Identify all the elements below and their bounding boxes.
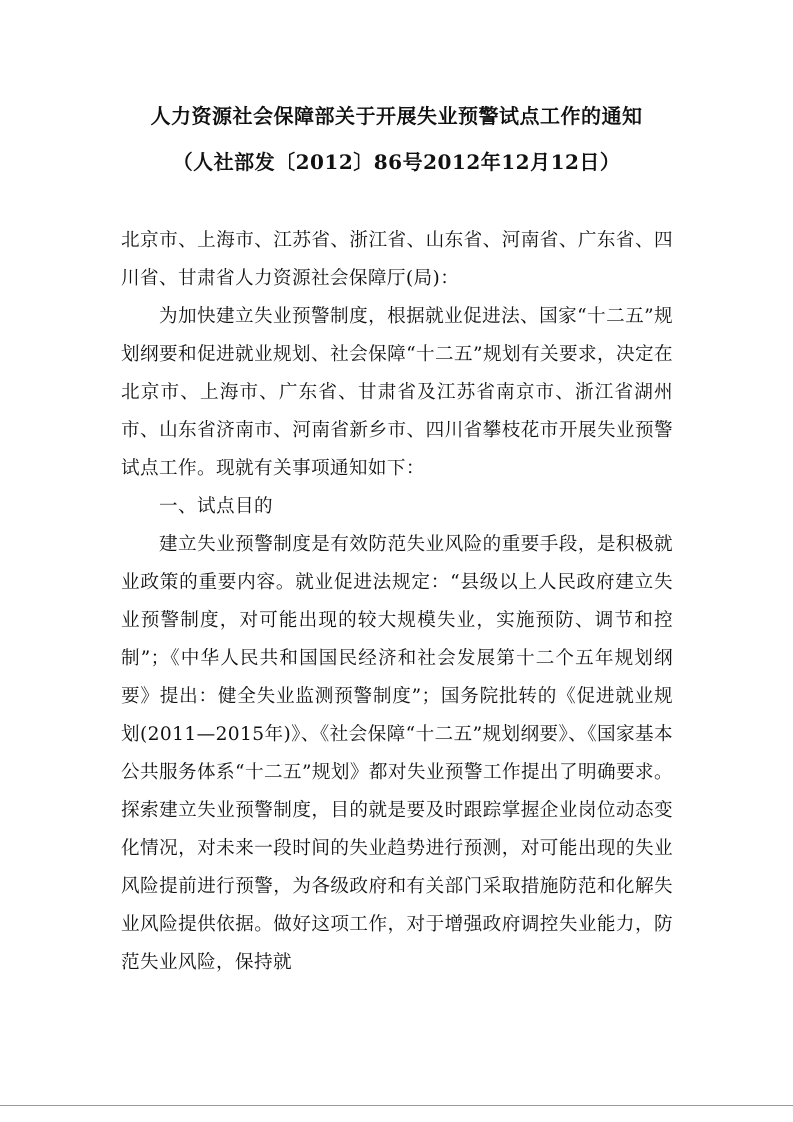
body-paragraph: 建立失业预警制度是有效防范失业风险的重要手段，是积极就业政策的重要内容。就业促进法规定：“县级以上人民政府建立失业预警制度，对可能出现的较大规模失业，实施预防、调节和控制”；《中华人民共和国国民经济和社会发展第十二个五年规划纲要》提出：健全失业监测预警制度”；国务院批转的《促进就业规划(2011—2015年)》、《社会保障“十二五”规划纲要》、《国家基本公共服务体系“十二五”规划》都对失业预警工作提出了明确要求。探索建立失业预警制度，目的就是要及时跟踪掌握企业岗位动态变化情况，对未来一段时间的失业趋势进行预测，对可能出现的失业风险提前进行预警，为各级政府和有关部门采取措施防范和化解失业风险提供依据。做好这项工作，对于增强政府调控失业能力，防范失业风险，保持就 bbox=[121, 534, 673, 973]
document-body bbox=[121, 222, 673, 982]
document-title: 人力资源社会保障部关于开展失业预警试点工作的通知 bbox=[150, 104, 643, 128]
page-bottom-rule bbox=[0, 1105, 793, 1106]
document-number: （人社部发〔2012〕86号2012年12月12日） bbox=[172, 150, 621, 174]
addressee-paragraph: 北京市、上海市、江苏省、浙江省、山东省、河南省、广东省、四川省、甘肃省人力资源社会保障厅(局)： bbox=[121, 230, 673, 289]
body-paragraph: 为加快建立失业预警制度，根据就业促进法、国家“十二五”规划纲要和促进就业规划、社会保障“十二五”规划有关要求，决定在北京市、上海市、广东省、甘肃省及江苏省南京市、浙江省湖州市、山东省济南市、河南省新乡市、四川省攀枝花市开展失业预警试点工作。现就有关事项通知如下： bbox=[121, 306, 673, 479]
section-heading: 一、试点目的 bbox=[159, 496, 273, 517]
